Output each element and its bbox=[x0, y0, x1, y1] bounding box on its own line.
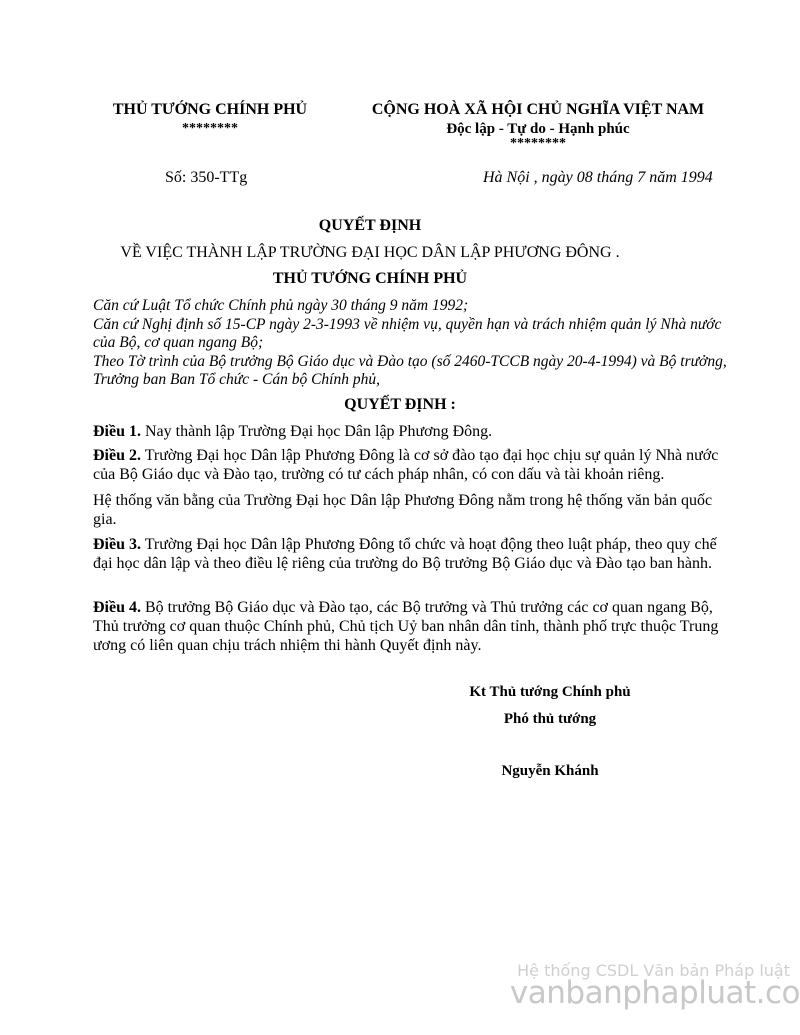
national-motto-separator: ******** bbox=[510, 136, 566, 151]
decides-heading: QUYẾT ĐỊNH : bbox=[344, 396, 456, 413]
watermark-caption: Hệ thống CSDL Văn bản Pháp luật bbox=[517, 961, 790, 980]
decision-subject: VỀ VIỆC THÀNH LẬP TRƯỜNG ĐẠI HỌC DÂN LẬP PHƯƠNG ĐÔNG . bbox=[120, 244, 620, 261]
article-2-extra: Hệ thống văn bằng của Trường Đại học Dân lập Phương Đông nằm trong hệ thống văn bản quốc gia. bbox=[93, 492, 713, 528]
legal-basis-item: Căn cứ Luật Tổ chức Chính phủ ngày 30 tháng 9 năm 1992; bbox=[93, 297, 469, 314]
article-3 bbox=[93, 535, 733, 573]
issuer-heading: THỦ TƯỚNG CHÍNH PHỦ bbox=[272, 270, 468, 287]
article-text: Nay thành lập Trường Đại học Dân lập Phương Đông. bbox=[141, 423, 493, 440]
article-text: Bộ trưởng Bộ Giáo dục và Đào tạo, các Bộ trưởng và Thủ trưởng các cơ quan ngang Bộ, Thủ trưởng cơ quan thuộc Chính phủ, Chủ tịch Uỷ ban nhân dân tỉnh, thành phố trực thuộc Trung ương có liên quan chịu trách nhiệm thi hành Quyết định này. bbox=[93, 599, 719, 654]
signature-title: Kt Thủ tướng Chính phủ bbox=[469, 684, 631, 700]
document-number: Số: 350-TTg bbox=[165, 169, 248, 186]
legal-basis-item: Căn cứ Nghị định số 15-CP ngày 2-3-1993 về nhiệm vụ, quyền hạn và trách nhiệm quản lý Nhà nước của Bộ, cơ quan ngang Bộ; bbox=[93, 316, 722, 351]
issuing-authority: THỦ TƯỚNG CHÍNH PHỦ bbox=[112, 101, 308, 118]
article-4 bbox=[93, 598, 733, 655]
document-date: Hà Nội , ngày 08 tháng 7 năm 1994 bbox=[483, 169, 713, 186]
legal-basis-item: Theo Tờ trình của Bộ trưởng Bộ Giáo dục và Đào tạo (số 2460-TCCB ngày 20-4-1994) và Bộ trưởng, Trưởng ban Ban Tổ chức - Cán bộ Chính phủ, bbox=[93, 353, 727, 388]
signature-role: Phó thủ tướng bbox=[503, 711, 597, 727]
article-label: Điều 2. bbox=[93, 447, 141, 464]
article-text: Trường Đại học Dân lập Phương Đông tổ chức và hoạt động theo luật pháp, theo quy chế đại học dân lập và theo điều lệ riêng của trường do Bộ trưởng Bộ Giáo dục và Đào tạo ban hành. bbox=[93, 536, 717, 572]
article-label: Điều 1. bbox=[93, 423, 141, 440]
issuing-authority-separator: ******** bbox=[182, 121, 238, 136]
watermark-site: vanbanphapluat.co bbox=[509, 975, 800, 1011]
article-2 bbox=[93, 446, 733, 484]
decision-heading: QUYẾT ĐỊNH bbox=[318, 217, 422, 234]
national-motto: Độc lập - Tự do - Hạnh phúc bbox=[446, 121, 630, 137]
article-label: Điều 4. bbox=[93, 599, 141, 616]
national-title: CỘNG HOÀ XÃ HỘI CHỦ NGHĨA VIỆT NAM bbox=[371, 101, 705, 118]
article-text: Trường Đại học Dân lập Phương Đông là cơ sở đào tạo đại học chịu sự quản lý Nhà nước của Bộ Giáo dục và Đào tạo, trường có tư cách pháp nhân, có con dấu và tài khoản riêng. bbox=[93, 447, 719, 483]
article-1 bbox=[93, 422, 733, 441]
signatory-name: Nguyễn Khánh bbox=[501, 763, 599, 779]
article-label: Điều 3. bbox=[93, 536, 141, 553]
